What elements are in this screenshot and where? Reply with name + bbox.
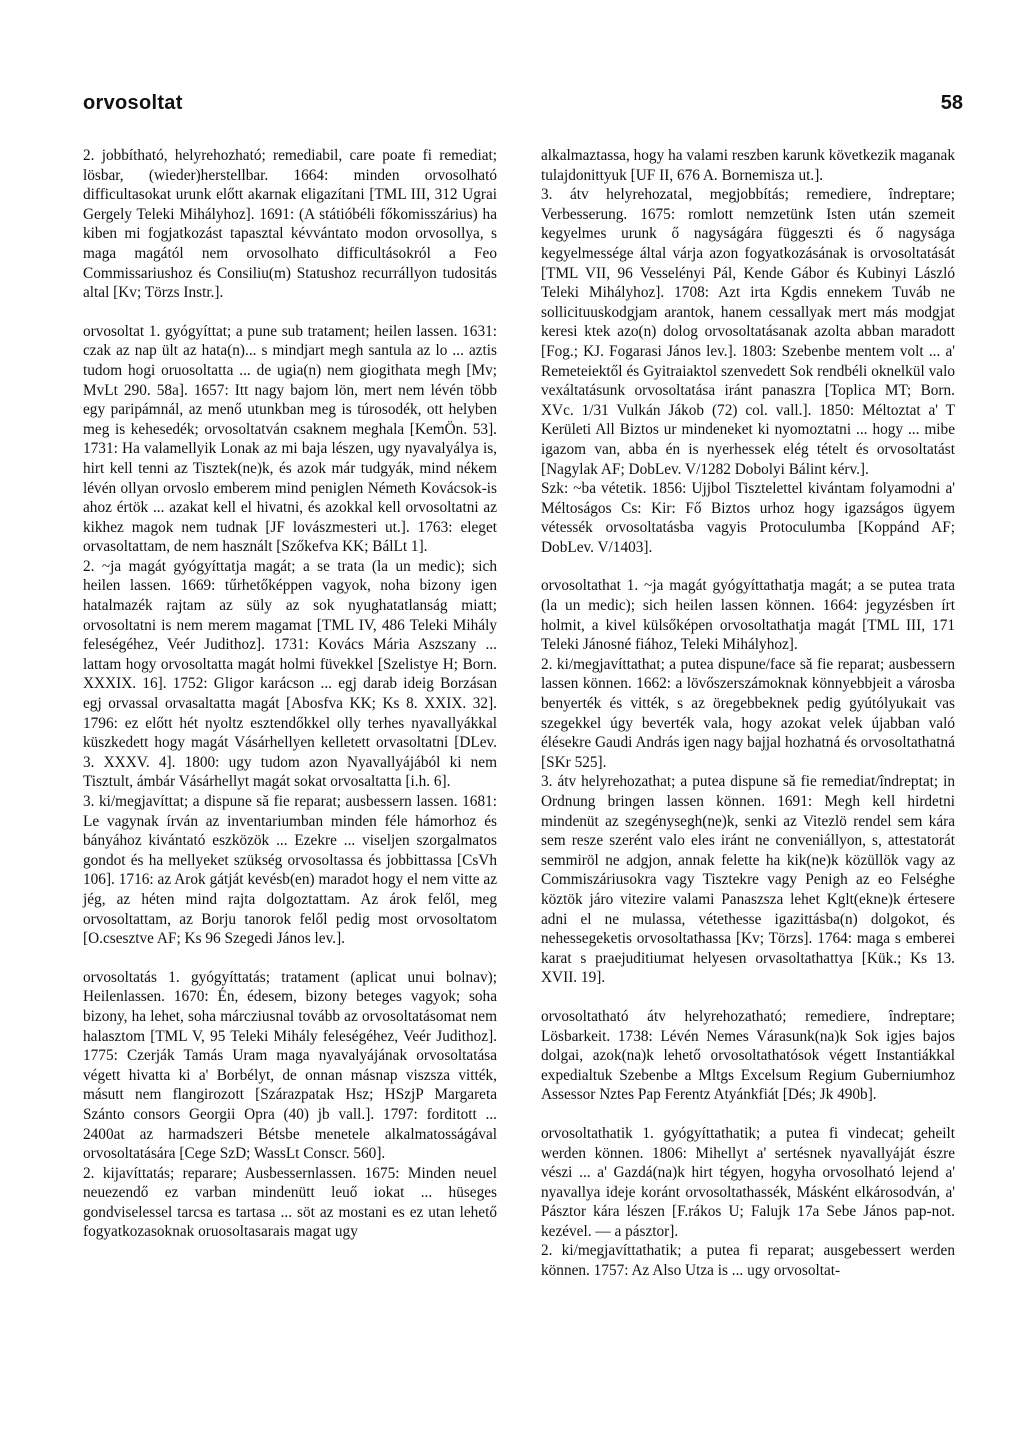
- entry-paragraph: 3. átv helyrehozatal, megjobbítás; remediere, îndreptare; Verbesserung. 1675: romlott nemzetünk Isten után szemeit kegyelmes urunk ő nagyságára függeszti és ő nagysága kegyelmessége által várja azon fogyatkozásának is orvosoltatását [TML VII, 96 Vesselényi Pál, Kende Gábor és Kubinyi László Teleki Mihályhoz]. 1708: Azt irta Kgdis ennekem Tuváb ne sollicituuskodgjam arantok, hanem cessallyak mert más modgjat keresi ktek azo(n) dolog orvosoltatásanak azolta abban maradott [Fog.; KJ. Fogarasi János lev.]. 1803: Szebenbe mentem volt ... a' Remeteiektől és Gyitraiaktol szenvedett Sok rendbéli oknelkül valo vexáltatásunk orvosoltatása iránt panaszra [Toplica MT; Born. XVc. 1/31 Vulkán Jákob (72) col. vall.]. 1850: Méltoztat a' T Kerületi All Biztos ur mindeneket ki nyomoztatni ... hogy ... mibe igazom van, abba én is nyerhessek elég tételt és orvosoltatást [Nagylak AF; DobLev. V/1282 Dobolyi Bálint kérv.].: [541, 186, 955, 478]
- right-column: [541, 146, 955, 1281]
- page-header: [83, 92, 963, 122]
- entry-paragraph: 2. ki/megjavíttathatik; a putea fi reparat; ausgebessert werden können. 1757: Az Also Utza is ... ugy orvosoltat-: [541, 1242, 955, 1280]
- entry-paragraph: 2. ~ja magát gyógyíttatja magát; a se trata (la un medic); sich heilen lassen. 1669: tűrhetőképpen vagyok, noha bizony igen hatalmazék rajtam az süly az sok nyughatatlanság miatt; orvosoltatni is nem merem magamat [TML IV, 486 Teleki Mihály feleségéhez, Veér Judithoz]. 1731: Kovács Mária Aszszany ... lattam hogy orvosoltatta magát holmi füvekkel [Szelistye H; Born. XXXIX. 16]. 1752: Gligor karácson ... egj darab ideig Borzásan egj orvassal orvasaltatta magát [Abosfva KK; Ks 8. XXIX. 32]. 1796: ez előtt hét nyoltz esztendőkkel olly terhes nyavallyákkal küszkedett hogy magát Vásárhellyen kelletett orvasoltatni [DLev. 3. XXXV. 4]. 1800: ugy tudom azon Nyavallyájából ki nem Tisztult, ámbár Vásárhellyt magát sokat orvosaltatta [i.h. 6].: [83, 557, 497, 791]
- left-column: [83, 146, 497, 1242]
- entry-paragraph: orvosoltatható átv helyrehozatható; remediere, îndreptare; Lösbarkeit. 1738: Lévén Nemes Várasunk(na)k Sok igjes bajos dolgai, azok(na)k lehető orvosoltathatósok végett Instantiákkal expedialtuk Szebenbe a Mltgs Excelsum Regium Guberniumhoz Assessor Nztes Pap Ferentz Atyánkfiát [Dés; Jk 490b].: [541, 1007, 955, 1104]
- entry-paragraph: 2. kijavíttatás; reparare; Ausbessernlassen. 1675: Minden neuel neuezendő ez varban mindenütt leuő iokat ... hüseges gondviselessel tarcsa es tartasa ... söt az mostani es ez utan lehető fogyatkozasoknak oruosoltasarais magat ugy: [83, 1164, 497, 1241]
- page-number: 58: [940, 92, 963, 114]
- running-title: orvosoltat: [83, 92, 183, 114]
- entry-paragraph: orvosoltat 1. gyógyíttat; a pune sub tratament; heilen lassen. 1631: czak az nap ült az hata(n)... s mindjart megh santula az lo ... aztis tudom hogi oruosoltatta ... de ugia(n) nem giogithata megh [Mv; MvLt 290. 58a]. 1657: Itt nagy bajom lön, mert nem lévén több egy paripámnál, az menő utunkban meg is túrosodék, ott helyben meg is kehesedék; orvosoltatván csaknem meghala [KemÖn. 53]. 1731: Ha valamellyik Lonak az mi baja lészen, ugy nyavalyálya is, hirt kell tenni az Tisztek(ne)k, és azok már tudgyák, mind nékem lévén ollyan orvoslo emberem mind peniglen Németh Kovácsok-is ahoz értök ... azakat kell el hivatni, és azokkal kell orvosoltatni az kikhez magok nem tudnak [JF lovászmesteri ut.]. 1763: eleget orvasoltattam, de nem használt [Szőkefva KK; BálLt 1].: [83, 322, 497, 556]
- entry-paragraph: 3. ki/megjavíttat; a dispune să fie reparat; ausbessern lassen. 1681: Le vagynak írván az inventariumban minden féle hámorhoz és bányához kivántató eszközök ... Ezekre ... viseljen szorgalmatos gondot és ha mellyeket szükség orvosoltassa és jobbittassa [CsVh 106]. 1716: az Arok gátját kevésb(en) maradot hogy el nem vitte az jég, az héten mind rajta dolgoztattam. Az árok felől, meg orvosoltattam, az Borju tanorok felől pedig most orvosoltatom [O.csesztve AF; Ks 96 Szegedi János lev.].: [83, 793, 497, 948]
- entry-paragraph: orvosoltatás 1. gyógyíttatás; tratament (aplicat unui bolnav); Heilenlassen. 1670: Én, édesem, bizony beteges vagyok; soha bizony, ha lehet, soha márcziusnal tovább az orvosoltatásomat nem halasztom [TML V, 95 Teleki Mihály feleségéhez, Veér Judithoz]. 1775: Czerják Tamás Uram maga nyavalyájának orvosoltatása végett hivatta ki a' Borbélyt, de onnan másnap viszsza vitték, másutt nem flangirozott [Szárazpatak Hsz; HSzjP Margareta Szánto consors Georgii Opra (40) jb vall.]. 1797: forditott ... 2400at az harmadszeri Bétsbe menetele alkalmatosságával orvosoltatására [Cege SzD; WassLt Conscr. 560].: [83, 968, 497, 1163]
- entry-paragraph: 2. jobbítható, helyrehozható; remediabil, care poate fi remediat; lösbar, (wieder)herstellbar. 1664: minden orvosolható difficultasokat urunk előtt akarnak eligazítani [TML III, 312 Ugrai Gergely Teleki Mihályhoz]. 1691: (A státióbéli főkomisszárius) ha kiben mi fogjatkozást tapasztal kévvántato modon orvosollya, s maga magától nem orvosolhato difficultásokról a Feo Commissariushoz és Consiliu(m) Statushoz recurrállyon tudositás altal [Kv; Törzs Instr.].: [83, 147, 497, 302]
- entry-paragraph: Szk: ~ba vétetik. 1856: Ujjbol Tisztelettel kivántam folyamodni a' Méltoságos Cs: Kir: Fő Biztos urhoz hogy igazságos ügyem vétessék orvosoltatásba vagyis Protoculumba [Koppánd AF; DobLev. V/1403].: [541, 480, 955, 556]
- entry-paragraph: orvosoltathat 1. ~ja magát gyógyíttathatja magát; a se putea trata (la un medic); sich heilen lassen können. 1664: jegyzésben írt holmit, a kivel külsőképen orvosoltathatja magát [TML III, 171 Teleki Jánosné fiához, Teleki Mihályhoz].: [541, 577, 955, 654]
- entry-paragraph: 2. ki/megjavíttathat; a putea dispune/face să fie reparat; ausbessern lassen können. 1662: a lövőszerszámoknak könnyebbjeit a városba benyerték és vitték, s az öregebbeknek pedig gyútólyukait vas szegekkel úgy beverték vala, hogy azokat velek újabban való élésekre Gaudi András igen nagy bajjal hozhatná és orvosoltathatná [SKr 525].: [541, 655, 955, 771]
- entry-paragraph: alkalmaztassa, hogy ha valami reszben karunk következik maganak tulajdonittyuk [UF II, 676 A. Bornemisza ut.].: [541, 147, 955, 184]
- entry-paragraph: orvosoltathatik 1. gyógyíttathatik; a putea fi vindecat; geheilt werden können. 1806: Mihellyt a' sertésnek nyavallyáját észre vészi ... a' Gazdá(na)k hirt tégyen, hogyha orvosolható lejend a' nyavallya ideje koránt orvosoltathassék, Másként elkárosodván, a' Pásztor kára lészen [F.rákos U; Falujk 17a Sebe János pap-not. kezével. — a pásztor].: [541, 1124, 955, 1240]
- entry-paragraph: 3. átv helyrehozathat; a putea dispune să fie remediat/îndreptat; in Ordnung bringen lassen können. 1691: Megh kell hirdetni mindenüt az szegénysegh(ne)k, senki az Vitezlö rendel sem kára sem resze szerént valo eles iránt ne conveniállyon, s, attestatorát semmiröl ne adgjon, annak felette ha kik(ne)k közüllök vagy az Commiszáriusokra vagy Tisztekre vagy Penigh az eo Felséghe köztök járo vitezire valami Panaszsza lehet Kglt(ekne)k értesere adni el ne mulassa, vétethesse igazittásba(n) dolgokot, és nehessegeketis orvosoltathassa [Kv; Törzs]. 1764: maga s emberei karat s praejuditiumat helyesen orvasoltathattya [Kük.; Ks 13. XVII. 19].: [541, 773, 955, 987]
